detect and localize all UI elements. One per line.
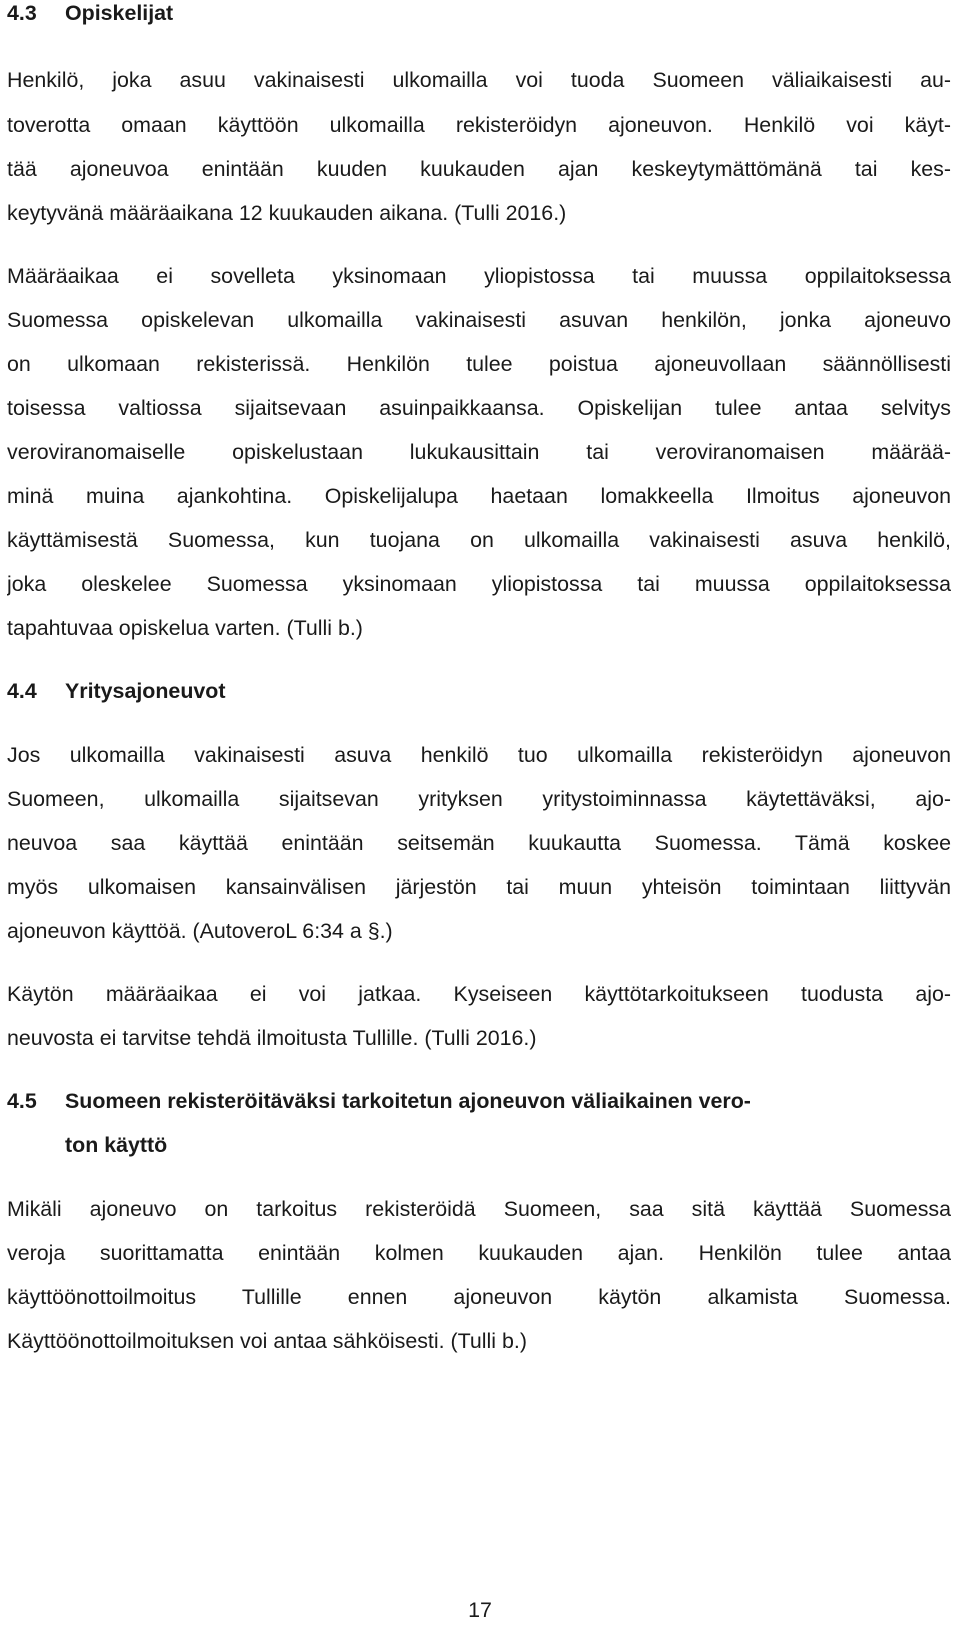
section-number: 4.3 (7, 1, 37, 25)
text-line: Määräaikaa ei sovelleta yksinomaan yliopistossa tai muussa oppilaitoksessa (7, 264, 951, 288)
section-title-continued: ton käyttö (65, 1133, 168, 1157)
text-line: minä muina ajankohtina. Opiskelijalupa haetaan lomakkeella Ilmoitus ajoneuvon (7, 484, 951, 508)
text-line: Jos ulkomailla vakinaisesti asuva henkilö tuo ulkomailla rekisteröidyn ajoneuvon (7, 743, 951, 767)
section-title: Suomeen rekisteröitäväksi tarkoitetun ajoneuvon väliaikainen vero- (65, 1089, 751, 1113)
text-line: käyttämisestä Suomessa, kun tuojana on ulkomailla vakinaisesti asuva henkilö, (7, 528, 951, 552)
section-number: 4.4 (7, 679, 37, 703)
text-line: neuvosta ei tarvitse tehdä ilmoitusta Tullille. (Tulli 2016.) (7, 1026, 537, 1050)
section-title: Yritysajoneuvot (65, 679, 226, 703)
text-line: myös ulkomaisen kansainvälisen järjestön tai muun yhteisön toimintaan liittyvän (7, 875, 951, 899)
text-line: Suomeen, ulkomailla sijaitsevan yrityksen yritystoiminnassa käytettäväksi, ajo- (7, 787, 951, 811)
text-line: Henkilö, joka asuu vakinaisesti ulkomailla voi tuoda Suomeen väliaikaisesti au- (7, 68, 951, 92)
text-line: Käyttöönottoilmoituksen voi antaa sähköisesti. (Tulli b.) (7, 1329, 527, 1353)
text-line: Suomessa opiskelevan ulkomailla vakinaisesti asuvan henkilön, jonka ajoneuvo (7, 308, 951, 332)
text-line: tää ajoneuvoa enintään kuuden kuukauden ajan keskeytymättömänä tai kes- (7, 157, 951, 181)
text-line: ajoneuvon käyttöä. (AutoveroL 6:34 a §.) (7, 919, 393, 943)
text-line: toisessa valtiossa sijaitsevaan asuinpaikkaansa. Opiskelijan tulee antaa selvitys (7, 396, 951, 420)
text-line: toverotta omaan käyttöön ulkomailla rekisteröidyn ajoneuvon. Henkilö voi käyt- (7, 113, 951, 137)
text-line: joka oleskelee Suomessa yksinomaan yliopistossa tai muussa oppilaitoksessa (7, 572, 951, 596)
section-heading-4-3 (7, 0, 173, 27)
page-number: 17 (468, 1598, 492, 1622)
text-line: Käytön määräaikaa ei voi jatkaa. Kyseiseen käyttötarkoitukseen tuodusta ajo- (7, 982, 951, 1006)
text-line: veroviranomaiselle opiskelustaan lukukausittain tai veroviranomaisen määrää- (7, 440, 951, 464)
text-line: keytyvänä määräaikana 12 kuukauden aikana. (Tulli 2016.) (7, 201, 567, 225)
section-number: 4.5 (7, 1089, 37, 1113)
section-title: Opiskelijat (65, 1, 174, 25)
section-heading-4-4 (7, 677, 225, 705)
text-line: veroja suorittamatta enintään kolmen kuukauden ajan. Henkilön tulee antaa (7, 1241, 951, 1265)
text-line: neuvoa saa käyttää enintään seitsemän kuukautta Suomessa. Tämä koskee (7, 831, 951, 855)
text-line: tapahtuvaa opiskelua varten. (Tulli b.) (7, 616, 363, 640)
text-line: on ulkomaan rekisterissä. Henkilön tulee poistua ajoneuvollaan säännöllisesti (7, 352, 951, 376)
text-line: käyttöönottoilmoitus Tullille ennen ajoneuvon käytön alkamista Suomessa. (7, 1285, 951, 1309)
text-line: Mikäli ajoneuvo on tarkoitus rekisteröidä Suomeen, saa sitä käyttää Suomessa (7, 1197, 951, 1221)
section-heading-4-5 (7, 1087, 751, 1115)
